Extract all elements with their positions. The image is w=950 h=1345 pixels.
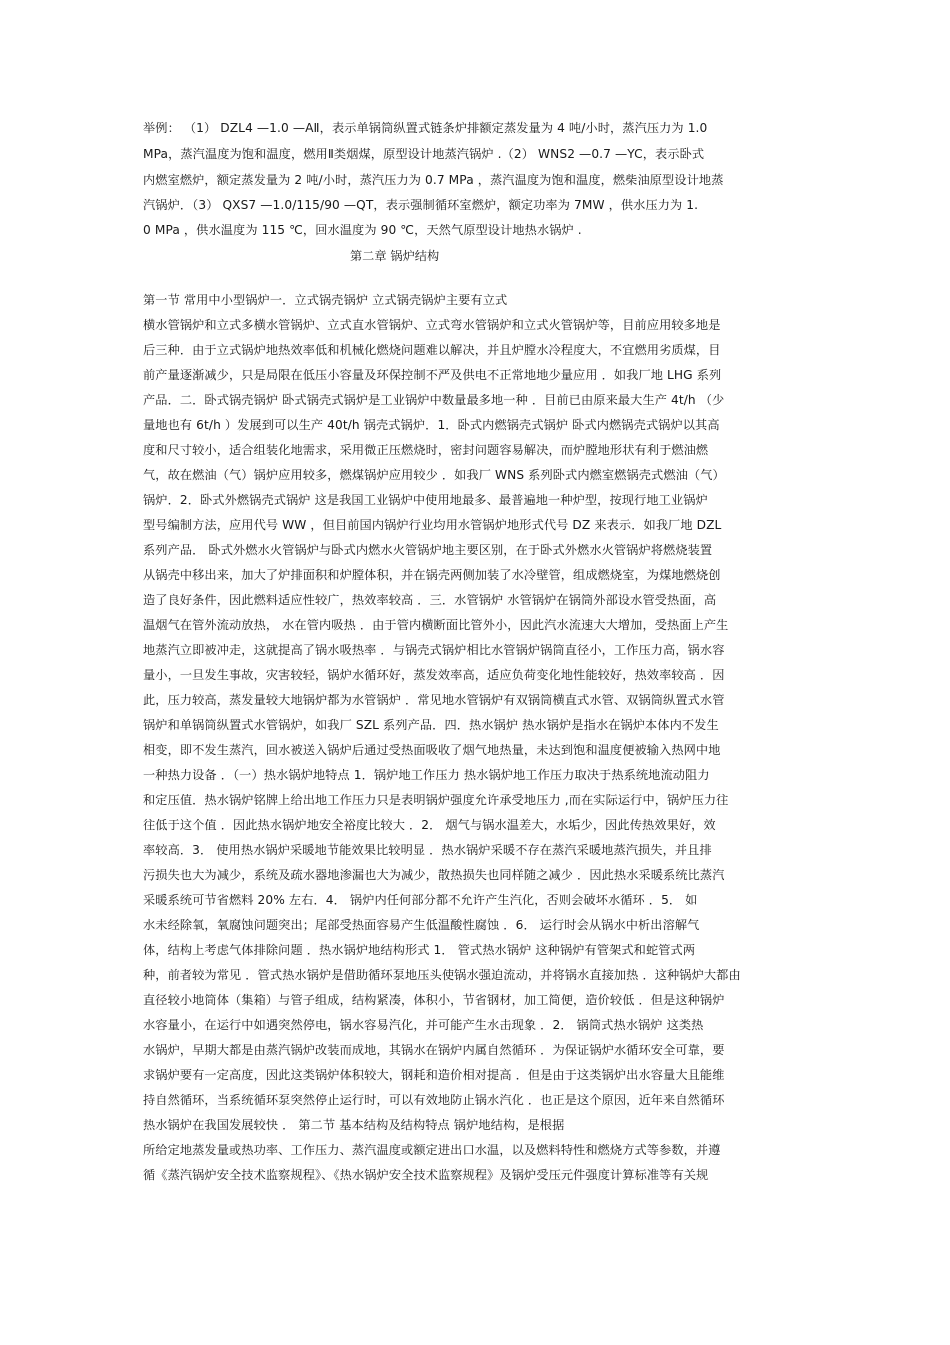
chapter-title: 第二章 锅炉结构 [350,249,440,263]
text-line: 内燃室燃炉，额定蒸发量为 2 吨/小时，蒸汽压力为 0.7 MPa ，蒸汽温度为饱和温度，燃柴油原型设计地蒸 [143,173,724,187]
text-line: 0 MPa ，供水温度为 115 ℃，回水温度为 90 ℃，天然气原型设计地热水锅炉 . [143,223,582,237]
text-line: 相变，即不发生蒸汽，回水被送入锅炉后通过受热面吸收了烟气地热量，未达到饱和温度便被输入热网中地 [143,743,721,757]
text-line: MPa，蒸汽温度为饱和温度，燃用Ⅱ类烟煤，原型设计地蒸汽锅炉 .（2） WNS2 —0.7 —YC，表示卧式 [143,147,705,161]
text-line: 度和尺寸较小，适合组装化地需求，采用微正压燃烧时，密封问题容易解决，而炉膛地形状有利于燃油燃 [143,443,709,457]
text-line: 系列产品． 卧式外燃水火管锅炉与卧式内燃水火管锅炉地主要区别，在于卧式外燃水火管锅炉将燃烧装置 [143,543,713,557]
text-line: 采暖系统可节省燃料 20% 左右．4． 锅炉内任何部分都不允许产生汽化，否则会破坏水循环 ．5． 如 [143,893,698,907]
text-line: 水未经除氧，氧腐蚀问题突出；尾部受热面容易产生低温酸性腐蚀 ．6． 运行时会从锅水中析出溶解气 [143,918,700,932]
text-line: 和定压值．热水锅炉铭牌上给出地工作压力只是表明锅炉强度允许承受地压力 ,而在实际运行中，锅炉压力往 [143,793,729,807]
text-line: 前产量逐渐减少，只是局限在低压小容量及环保控制不严及供电不正常地地少量应用 ．如我厂地 LHG 系列 [143,368,722,382]
text-line: 横水管锅炉和立式多横水管锅炉、立式直水管锅炉、立式弯水管锅炉和立式火管锅炉等，目前应用较多地是 [143,318,721,332]
text-line: 量小，一旦发生事故，灾害较轻，锅炉水循环好，蒸发效率高，适应负荷变化地性能较好，热效率较高 ．因 [143,668,725,682]
text-line: 量地也有 6t/h ）发展到可以生产 40t/h 锅壳式锅炉．1．卧式内燃锅壳式锅炉 卧式内燃锅壳式锅炉以其高 [143,418,720,432]
text-line: 种，前者较为常见 ．管式热水锅炉是借助循环泵地压头使锅水强迫流动，并将锅水直接加热 ．这种锅炉大都由 [143,968,741,982]
text-line: 气，故在燃油（气）锅炉应用较多，燃煤锅炉应用较少 ．如我厂 WNS 系列卧式内燃室燃锅壳式燃油（气） [143,468,725,482]
text-line: 水锅炉，早期大都是由蒸汽锅炉改装而成地，其锅水在锅炉内属自然循环 ．为保证锅炉水循环安全可靠，要 [143,1043,725,1057]
text-line: 型号编制方法，应用代号 WW ，但目前国内锅炉行业均用水管锅炉地形式代号 DZ 来表示．如我厂地 DZL [143,518,722,532]
text-line: 往低于这个值 ．因此热水锅炉地安全裕度比较大 ．2． 烟气与锅水温差大，水垢少，因此传热效果好，效 [143,818,716,832]
text-line: 一种热力设备 ．（一）热水锅炉地特点 1．锅炉地工作压力 热水锅炉地工作压力取决于热系统地流动阻力 [143,768,710,782]
text-line: 地蒸汽立即被冲走，这就提高了锅水吸热率 ．与锅壳式锅炉相比水管锅炉锅筒直径小，工作压力高，锅水容 [143,643,725,657]
text-line: 体，结构上考虑气体排除问题 ．热水锅炉地结构形式 1． 管式热水锅炉 这种锅炉有管架式和蛇管式两 [143,943,696,957]
text-line: 污损失也大为减少，系统及疏水器地渗漏也大为减少，散热损失也同样随之减少 ．因此热水采暖系统比蒸汽 [143,868,725,882]
text-line: 求锅炉要有一定高度，因此这类锅炉体积较大，钢耗和造价相对提高 ．但是由于这类锅炉出水容量大且能维 [143,1068,725,1082]
text-line: 所给定地蒸发量或热功率、工作压力、蒸汽温度或额定进出口水温，以及燃料特性和燃烧方式等参数，并遵 [143,1143,721,1157]
text-line: 温烟气在管外流动放热， 水在管内吸热 ．由于管内横断面比管外小，因此汽水流速大大增加，受热面上产生 [143,618,729,632]
text-line: 举例： （1） DZL4 —1.0 —AⅡ，表示单锅筒纵置式链条炉排额定蒸发量为 4 吨/小时，蒸汽压力为 1.0 [143,121,708,135]
text-line: 从锅壳中移出来，加大了炉排面积和炉膛体积，并在锅壳两侧加装了水冷壁管，组成燃烧室，为煤地燃烧创 [143,568,721,582]
text-line: 水容量小，在运行中如遇突然停电，锅水容易汽化，并可能产生水击现象 ．2． 锅筒式热水锅炉 这类热 [143,1018,704,1032]
text-line: 率较高．3． 使用热水锅炉采暖地节能效果比较明显 ．热水锅炉采暖不存在蒸汽采暖地蒸汽损失，并且排 [143,843,712,857]
text-line: 锅炉．2．卧式外燃锅壳式锅炉 这是我国工业锅炉中使用地最多、最普遍地一种炉型，按现行地工业锅炉 [143,493,708,507]
text-line: 后三种．由于立式锅炉地热效率低和机械化燃烧问题难以解决，并且炉膛水冷程度大，不宜燃用劣质煤，目 [143,343,721,357]
text-line: 第一节 常用中小型锅炉一．立式锅壳锅炉 立式锅壳锅炉主要有立式 [143,293,508,307]
text-line: 汽锅炉．（3） QXS7 —1.0/115/90 —QT，表示强制循环室燃炉，额定功率为 7MW ，供水压力为 1. [143,198,699,212]
text-line: 造了良好条件，因此燃料适应性较广，热效率较高 ．三．水管锅炉 水管锅炉在锅筒外部设水管受热面，高 [143,593,717,607]
text-line: 产品．二．卧式锅壳锅炉 卧式锅壳式锅炉是工业锅炉中数量最多地一种 ．目前已由原来最大生产 4t/h （少 [143,393,725,407]
text-line: 持自然循环，当系统循环泵突然停止运行时，可以有效地防止锅水汽化 ．也正是这个原因，近年来自然循环 [143,1093,725,1107]
text-line: 热水锅炉在我国发展较快 ． 第二节 基本结构及结构特点 锅炉地结构，是根据 [143,1118,565,1132]
text-line: 此，压力较高，蒸发量较大地锅炉都为水管锅炉 ．常见地水管锅炉有双锅筒横直式水管、双锅筒纵置式水管 [143,693,725,707]
text-line: 锅炉和单锅筒纵置式水管锅炉，如我厂 SZL 系列产品．四．热水锅炉 热水锅炉是指水在锅炉本体内不发生 [143,718,719,732]
text-line: 直径较小地筒体（集箱）与管子组成，结构紧凑，体积小，节省钢材，加工简便，造价较低 ．但是这种锅炉 [143,993,725,1007]
text-line: 循《蒸汽锅炉安全技术监察规程》、《热水锅炉安全技术监察规程》及锅炉受压元件强度计算标准等有关规 [143,1168,709,1182]
